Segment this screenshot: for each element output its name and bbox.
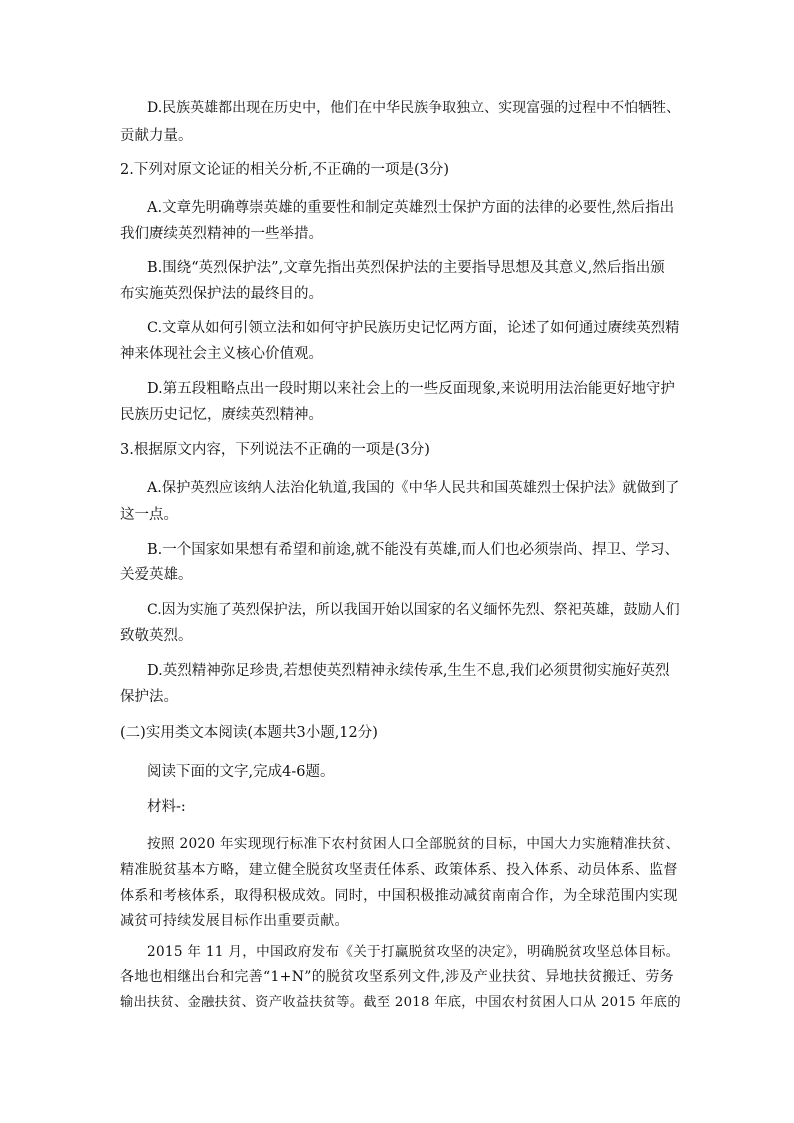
q2-option-a-line2: 我们赓续英烈精神的一些举措。 (120, 226, 323, 242)
reading-instruction: 阅读下面的文字,完成4-6题。 (147, 764, 335, 780)
material-p1-line1: 按照 2020 年实现现行标准下农村贫困人口全部脱贫的目标，中国大力实施精准扶贫、 (147, 836, 680, 852)
q3-option-c-line2: 致敬英烈。 (120, 628, 193, 644)
material-label: 材料-: (147, 799, 186, 815)
q1-option-d-line1: D.民族英雄都出现在历史中，他们在中华民族争取独立、实现富强的过程中不怕牺牲、 (147, 100, 681, 116)
q2-option-b-line2: 布实施英烈保护法的最终目的。 (120, 286, 323, 302)
material-p2-line1: 2015 年 11 月，中国政府发布《关于打赢脱贫攻坚的决定》，明确脱贫攻坚总体目标。 (147, 944, 680, 960)
section-heading: (二)实用类文本阅读(本题共3小题,12分) (120, 725, 378, 741)
q2-option-b-line1: B.围绕“英烈保护法”,文章先指出英烈保护法的主要指导思想及其意义,然后指出颁 (147, 260, 665, 276)
material-p1-line2: 精准脱贫基本方略，建立健全脱贫攻坚责任体系、政策体系、投入体系、动员体系、监督 (120, 862, 678, 878)
q3-option-b-line2: 关爱英雄。 (120, 567, 193, 583)
q3-option-c-line1: C.因为实施了英烈保护法，所以我国开始以国家的名义缅怀先烈、祭祀英雄，鼓励人们 (147, 602, 680, 618)
q1-option-d-line2: 贡献力量。 (120, 128, 193, 144)
material-p2-line2: 各地也相继出台和完善“1+N”的脱贫攻坚系列文件,涉及产业扶贫、异地扶贫搬迁、劳务 (120, 969, 674, 985)
material-p1-line4: 减贫可持续发展目标作出重要贡献。 (120, 913, 349, 929)
q3-option-a-line1: A.保护英烈应该纳人法治化轨道,我国的《中华人民共和国英雄烈士保护法》就做到了 (147, 480, 680, 496)
q2-option-c-line1: C.文章从如何引领立法和如何守护民族历史记忆两方面，论述了如何通过赓续英烈精 (147, 320, 680, 336)
material-p2-line3: 输出扶贫、金融扶贫、资产收益扶贫等。截至 2018 年底，中国农村贫困人口从 2015 年底的 (120, 995, 681, 1010)
q2-stem: 2.下列对原文论证的相关分析,不正确的一项是(3分) (120, 162, 449, 178)
q2-option-c-line2: 神来体现社会主义核心价值观。 (120, 346, 323, 362)
q3-option-a-line2: 这一点。 (120, 507, 178, 523)
q3-option-d-line2: 保护法。 (120, 689, 178, 705)
q3-option-d-line1: D.英烈精神弥足珍贵,若想使英烈精神永续传承,生生不息,我们必须贯彻实施好英烈 (147, 663, 670, 679)
material-p1-line3: 体系和考核体系，取得积极成效。同时，中国积极推动减贫南南合作，为全球范围内实现 (120, 888, 678, 904)
q3-stem: 3.根据原文内容，下列说法不正确的一项是(3分) (120, 442, 430, 458)
q2-option-d-line1: D.第五段粗略点出一段时期以来社会上的一些反面现象,来说明用法治能更好地守护 (147, 381, 675, 397)
q3-option-b-line1: B.一个国家如果想有希望和前途,就不能没有英雄,而人们也必须崇尚、捍卫、学习、 (147, 542, 679, 558)
q2-option-d-line2: 民族历史记忆，赓续英烈精神。 (120, 407, 323, 423)
q2-option-a-line1: A.文章先明确尊崇英雄的重要性和制定英雄烈士保护方面的法律的必要性,然后指出 (147, 200, 675, 216)
